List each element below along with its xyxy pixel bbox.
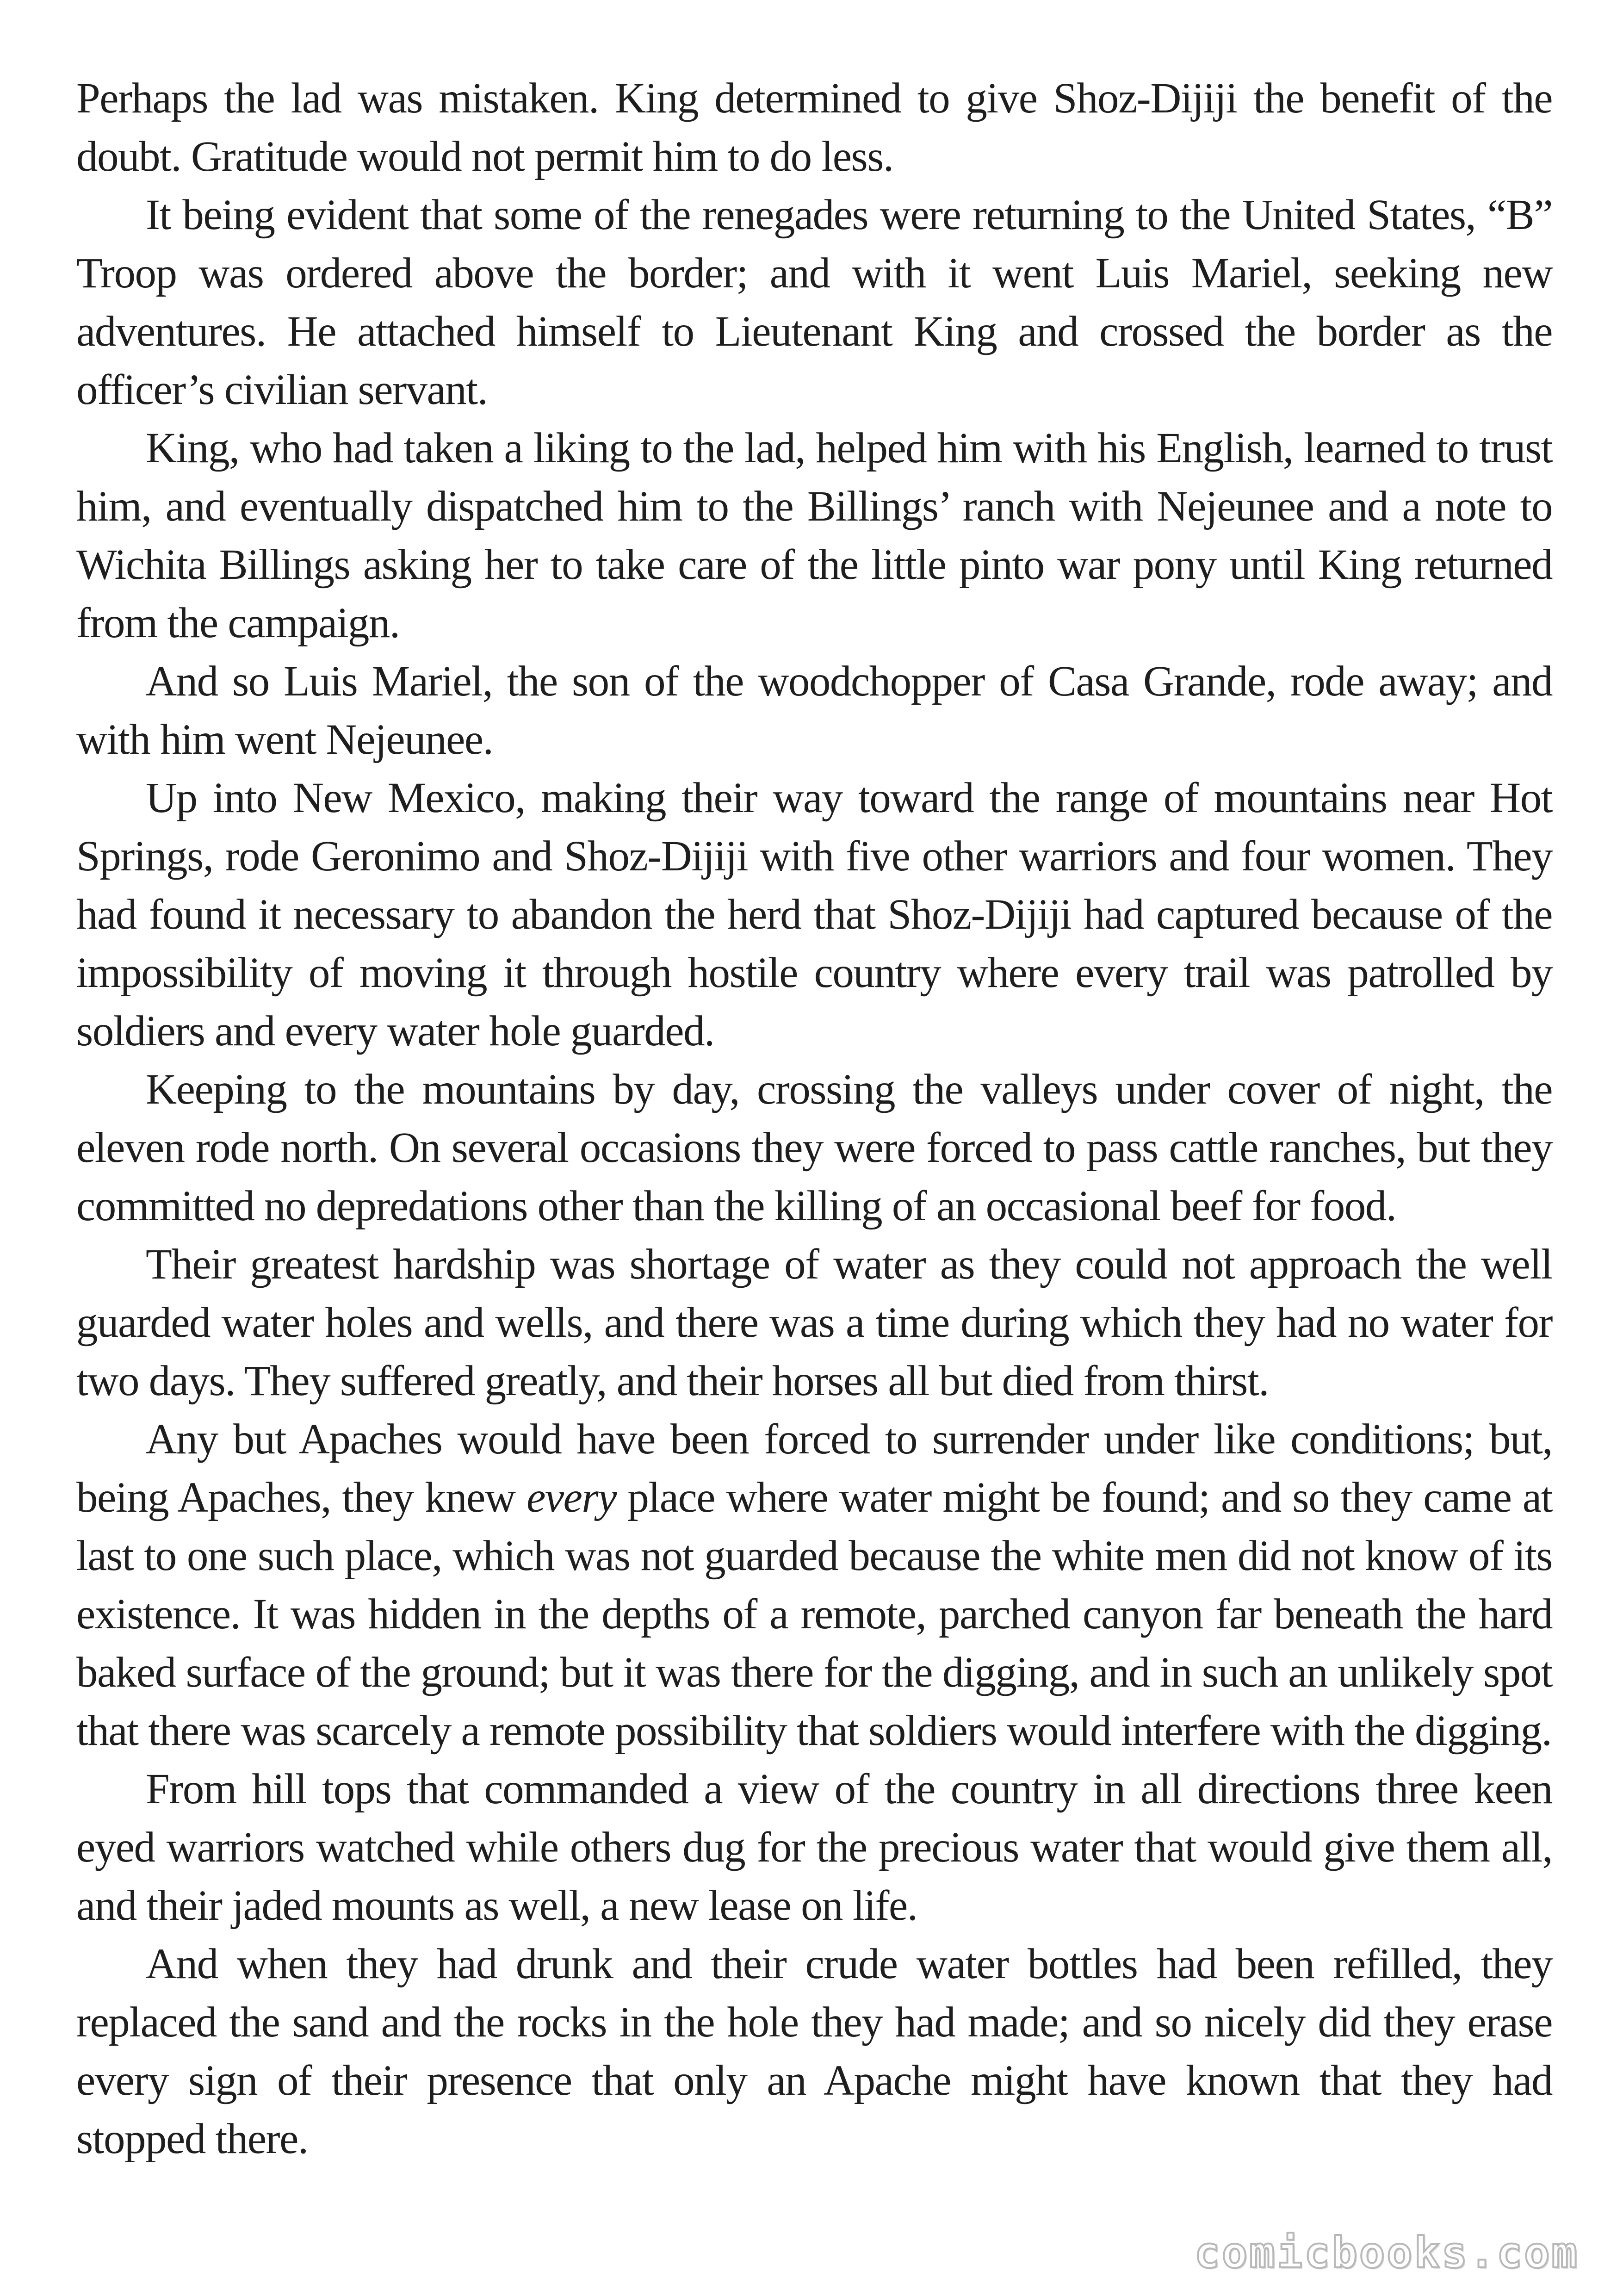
paragraph-9: From hill tops that commanded a view of the country in all directions three keen eyed warriors watched while others dug for the precious water that would give them all, and their jaded mounts as well, a new lease on life. — [76, 1765, 1552, 1930]
paragraph-10: And when they had drunk and their crude water bottles had been refilled, they replaced the sand and the rocks in the hole they had made; and so nicely did they erase every sign of their presence that only an Apache might have known that they had stopped there. — [76, 1940, 1552, 2163]
paragraph-8 — [76, 1410, 1552, 1760]
paragraph-1: Perhaps the lad was mistaken. King determined to give Shoz-Dijiji the benefit of the doubt. Gratitude would not permit him to do less. — [76, 74, 1552, 180]
paragraph-7: Their greatest hardship was shortage of water as they could not approach the well guarded water holes and wells, and there was a time during which they had no water for two days. They suffered greatly, and their horses all but died from thirst. — [76, 1241, 1552, 1405]
paragraph-4: And so Luis Mariel, the son of the woodchopper of Casa Grande, rode away; and with him went Nejeunee. — [76, 658, 1552, 763]
paragraph-5: Up into New Mexico, making their way toward the range of mountains near Hot Springs, rode Geronimo and Shoz-Dijiji with five other warriors and four women. They had found it necessary to abandon the herd that Shoz-Dijiji had captured because of the impossibility of moving it through hostile country where every trail was patrolled by soldiers and every water hole guarded. — [76, 774, 1552, 1055]
paragraph-2: It being evident that some of the renegades were returning to the United States, “B” Troop was ordered above the border; and with it went Luis Mariel, seeking new adventures. He attached himself to Lieutenant King and crossed the border as the officer’s civilian servant. — [76, 191, 1552, 414]
watermark-logo: comicbooks.com — [1194, 2228, 1579, 2277]
paragraph-3: King, who had taken a liking to the lad, helped him with his English, learned to trust him, and eventually dispatched him to the Billings’ ranch with Nejeunee and a note to Wichita Billings asking her to take care of the little pinto war pony until King returned from the campaign. — [76, 424, 1552, 647]
paragraph-8-before: Any but Apaches would have been forced to surrender under like conditions; but, being Apaches, they knew — [76, 1415, 1552, 1521]
paragraph-6: Keeping to the mountains by day, crossing the valleys under cover of night, the eleven rode north. On several occasions they were forced to pass cattle ranches, but they committed no depredations other than the killing of an occasional beef for food. — [76, 1066, 1552, 1230]
paragraph-8-emphasis: every — [527, 1474, 616, 1521]
paragraph-8-after: place where water might be found; and so they came at last to one such place, which was not guarded because the white men did not know of its existence. It was hidden in the depths of a remote, parched canyon far beneath the hard baked surface of the ground; but it was there for the digging, and in such an unlikely spot that there was scarcely a remote possibility that soldiers would interfere with the digging. — [76, 1474, 1553, 1755]
book-page-text — [76, 69, 1552, 2168]
